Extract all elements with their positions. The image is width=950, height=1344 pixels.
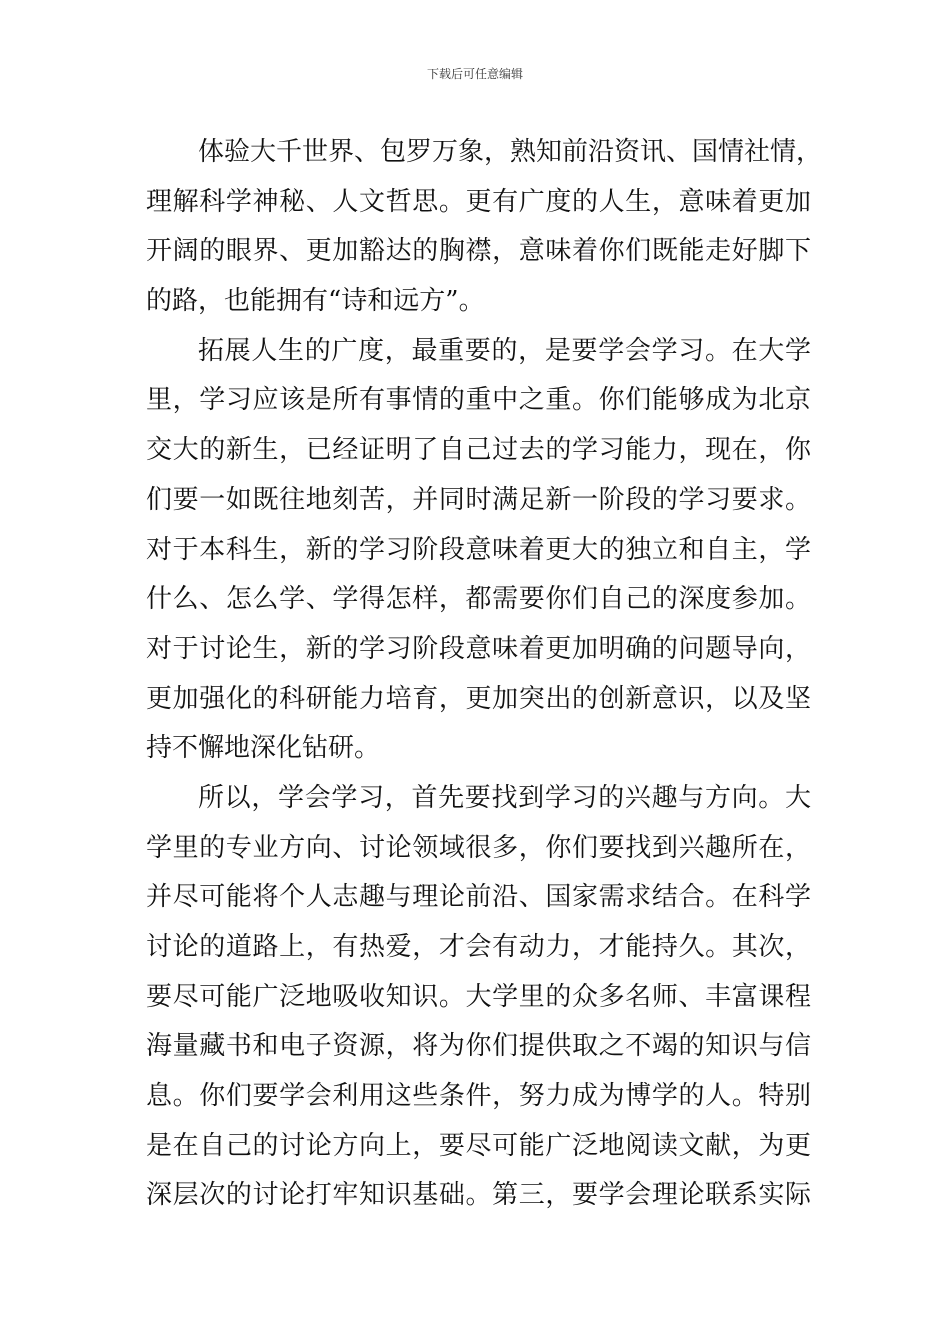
text-line: 里，学习应该是所有事情的重中之重。你们能够成为北京 bbox=[146, 385, 811, 416]
text-line: 海量藏书和电子资源，将为你们提供取之不竭的知识与信 bbox=[146, 1031, 811, 1062]
page-header-note: 下载后可任意编辑 bbox=[426, 67, 523, 81]
paragraph-1 bbox=[146, 128, 823, 327]
text-line: 并尽可能将个人志趣与理论前沿、国家需求结合。在科学 bbox=[146, 882, 811, 913]
text-line: 理解科学神秘、人文哲思。更有广度的人生，意味着更加 bbox=[146, 186, 811, 217]
text-line: 是在自己的讨论方向上，要尽可能广泛地阅读文献，为更 bbox=[146, 1130, 811, 1161]
text-line: 持不懈地深化钻研。 bbox=[146, 733, 381, 764]
text-line: 要尽可能广泛地吸收知识。大学里的众多名师、丰富课程 bbox=[146, 981, 811, 1012]
text-line: 交大的新生，已经证明了自己过去的学习能力，现在，你 bbox=[146, 435, 811, 466]
paragraph-2 bbox=[146, 327, 811, 774]
text-line: 更加强化的科研能力培育，更加突出的创新意识，以及坚 bbox=[146, 683, 811, 714]
text-line: 对于本科生，新的学习阶段意味着更大的独立和自主，学 bbox=[146, 534, 811, 565]
text-line: 拓展人生的广度，最重要的，是要学会学习。在大学 bbox=[198, 335, 811, 366]
text-line: 们要一如既往地刻苦，并同时满足新一阶段的学习要求。 bbox=[146, 484, 811, 515]
text-line: 讨论的道路上，有热爱，才会有动力，才能持久。其次， bbox=[146, 932, 811, 962]
document-body bbox=[146, 128, 823, 1221]
text-line: 开阔的眼界、更加豁达的胸襟，意味着你们既能走好脚下 bbox=[146, 236, 811, 267]
text-line: 体验大千世界、包罗万象，熟知前沿资讯、国情社情， bbox=[198, 137, 823, 167]
text-line: 所以，学会学习，首先要找到学习的兴趣与方向。大 bbox=[198, 782, 811, 813]
text-line: 息。你们要学会利用这些条件，努力成为博学的人。特别 bbox=[146, 1081, 811, 1112]
text-line: 对于讨论生，新的学习阶段意味着更加明确的问题导向， bbox=[146, 633, 811, 664]
text-line: 深层次的讨论打牢知识基础。第三，要学会理论联系实际 bbox=[146, 1180, 811, 1211]
text-line: 学里的专业方向、讨论领域很多，你们要找到兴趣所在， bbox=[146, 832, 811, 863]
text-line: 的路，也能拥有“诗和远方”。 bbox=[146, 286, 485, 317]
text-line: 什么、怎么学、学得怎样，都需要你们自己的深度参加。 bbox=[146, 584, 811, 615]
paragraph-3 bbox=[146, 774, 811, 1221]
